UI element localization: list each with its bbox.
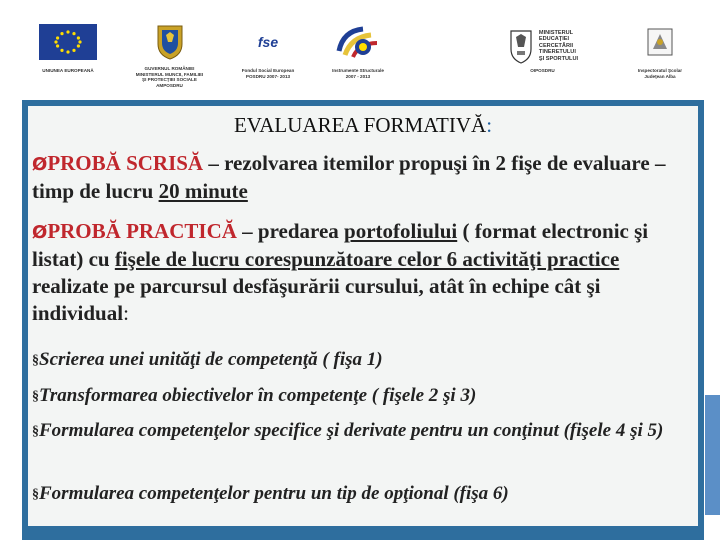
guvernul-caption <box>136 66 204 88</box>
list-item-text: Formularea competenţelor specifice şi derivate pentru un conţinut (fişele 4 şi 5) <box>39 420 664 441</box>
section-bullet-icon: § <box>32 353 39 368</box>
item-text: ( format electronic şi listat) cu <box>32 219 649 271</box>
logo-banner <box>0 0 720 105</box>
fse-logo <box>228 22 308 84</box>
oiposdru-logo <box>505 22 580 84</box>
ministry-line: TINERETULUI <box>538 49 576 56</box>
instrumente-logo <box>318 22 398 84</box>
item-proba-scrisa <box>32 150 700 205</box>
isj-logo <box>620 22 700 84</box>
fse-caption <box>242 68 295 79</box>
guvernul-logo <box>122 22 217 88</box>
fise-text: fişele de lucru corespunzătoare celor 6 activităţi practice <box>114 247 620 271</box>
eu-flag-icon <box>39 24 97 60</box>
left-margin <box>0 100 22 540</box>
section-bullet-icon: § <box>32 424 39 439</box>
eu-logo <box>28 22 108 84</box>
caption-line: Inspectoratul Şcolar <box>637 68 683 73</box>
caption-line: Instrumente Structurale <box>332 68 384 73</box>
ministry-text <box>539 30 578 63</box>
list-item-text: Formularea competenţelor pentru un tip de opţional (fişa 6) <box>39 483 509 504</box>
caption-line: MINISTERUL MUNCII, FAMILIEI <box>135 71 204 77</box>
caption-line: Fondul Social European <box>241 68 295 73</box>
oiposdru-caption: OIPOSDRU <box>530 68 555 73</box>
title-text: EVALUAREA FORMATIVĂ <box>233 113 487 137</box>
ministry-line: ŞI SPORTULUI <box>538 55 579 62</box>
item-label: PROBĂ SCRISĂ <box>47 151 204 175</box>
caption-line: POSDRU 2007- 2013 <box>245 73 291 79</box>
list-item-text: Scrierea unei unităţi de competenţă ( fişa 1) <box>39 349 383 370</box>
list-item <box>32 482 700 506</box>
list-item <box>32 348 700 372</box>
coat-of-arms-icon <box>155 22 185 60</box>
item-proba-practica <box>32 218 700 327</box>
structural-instruments-icon <box>333 23 383 61</box>
fse-mark: fse <box>257 34 279 50</box>
item-duration: 20 minute <box>158 179 248 203</box>
caption-line: 2007 - 2013 <box>345 73 371 79</box>
section-bullet-icon: § <box>32 487 39 502</box>
title-colon: : <box>486 113 493 137</box>
list-item <box>32 384 700 408</box>
item-text: realizate pe parcursul desfăşurării cursului, atât în echipe cât şi individual <box>32 274 601 325</box>
caption-line: AMPOSDRU <box>156 82 183 88</box>
item-label: PROBĂ PRACTICĂ <box>47 219 237 243</box>
arrow-bullet-icon: Ø <box>32 222 48 243</box>
list-item <box>32 419 700 443</box>
caption-line: Judeţean Alba <box>644 73 676 79</box>
instrumente-caption <box>332 68 384 79</box>
section-bullet-icon: § <box>32 389 39 404</box>
right-accent <box>705 395 720 515</box>
portofoliu-text: portofoliului <box>344 219 458 243</box>
ministry-line: CERCETĂRII <box>538 42 574 49</box>
item-end: : <box>123 301 129 325</box>
ministry-crest-icon <box>507 25 535 67</box>
arrow-bullet-icon: Ø <box>32 154 48 175</box>
list-item-text: Transformarea obiectivelor în competenţe ( fişele 2 şi 3) <box>39 385 477 406</box>
caption-line: GUVERNUL ROMÂNIEI <box>144 66 195 71</box>
slide-title <box>28 113 698 138</box>
item-text: – rezolvarea itemilor propuşi în 2 fişe de evaluare – timp de lucru <box>32 151 666 203</box>
ministry-line: MINISTERUL <box>538 29 574 36</box>
slide-content <box>28 106 698 526</box>
ministry-line: EDUCAŢIEI <box>538 36 570 43</box>
item-text: – predarea <box>236 219 345 243</box>
isj-emblem-icon <box>645 25 675 59</box>
caption-line: ŞI PROTECŢIEI SOCIALE <box>142 77 197 83</box>
isj-caption <box>638 68 682 79</box>
eu-caption: UNIUNEA EUROPEANĂ <box>42 68 94 73</box>
